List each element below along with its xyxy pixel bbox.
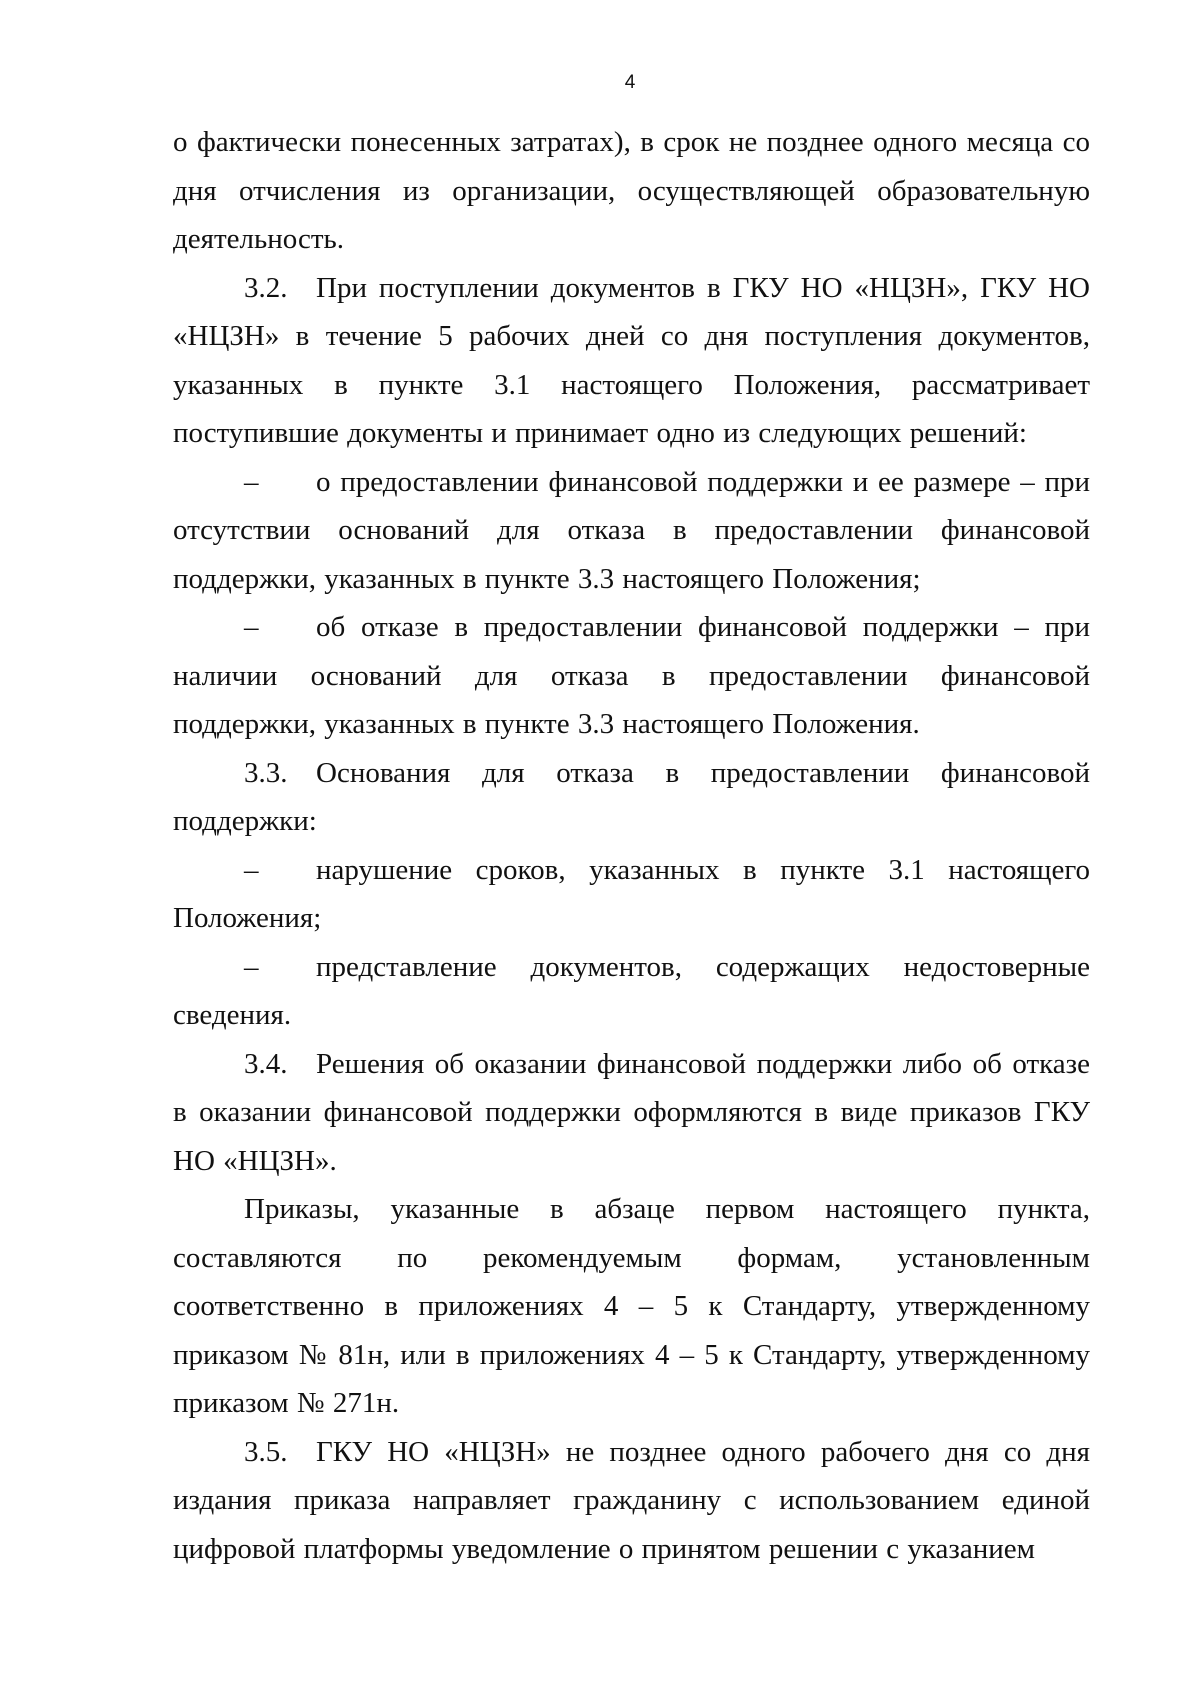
clause-number: 3.5. — [244, 1435, 288, 1468]
list-item — [173, 458, 1090, 604]
list-item — [173, 943, 1090, 1040]
paragraph-orders: Приказы, указанные в абзаце первом настоящего пункта, составляются по рекомендуемым формам, установленным соответственно в приложениях 4 – 5 к Стандарту, утвержденному приказом № 81н, или в приложениях 4 – 5 к Стандарту, утвержденному приказом № 271н. — [173, 1193, 1090, 1419]
list-item-text: об отказе в предоставлении финансовой поддержки – при наличии оснований для отказа в предоставлении финансовой поддержки, указанных в пункте 3.3 настоящего Положения. — [173, 611, 1090, 740]
dash-marker: – — [244, 950, 259, 983]
dash-marker: – — [244, 611, 259, 643]
list-item-text: о предоставлении финансовой поддержки и ее размере – при отсутствии оснований для отказа в предоставлении финансовой поддержки, указанных в пункте 3.3 настоящего Положения; — [173, 465, 1090, 595]
clause-number: 3.2. — [244, 271, 288, 304]
paragraph-text: ГКУ НО «НЦЗН» не позднее одного рабочего дня со дня издания приказа направляет гражданину с использованием единой цифровой платформы уведомление о принятом решении с указанием — [173, 1435, 1090, 1565]
clause-number: 3.3. — [244, 756, 288, 789]
list-item-text: нарушение сроков, указанных в пункте 3.1 настоящего Положения; — [173, 853, 1090, 934]
paragraph-3-2 — [173, 264, 1090, 458]
list-item — [173, 846, 1090, 943]
paragraph-3-4 — [173, 1040, 1090, 1186]
paragraph-text: Решения об оказании финансовой поддержки либо об отказе в оказании финансовой поддержки оформляются в виде приказов ГКУ НО «НЦЗН». — [173, 1047, 1090, 1177]
paragraph-text: Основания для отказа в предоставлении финансовой поддержки: — [173, 756, 1090, 837]
dash-marker: – — [244, 853, 259, 886]
paragraph-3-5 — [173, 1428, 1090, 1574]
paragraph-text: При поступлении документов в ГКУ НО «НЦЗН», ГКУ НО «НЦЗН» в течение 5 рабочих дней со дня поступления документов, указанных в пункте 3.1 настоящего Положения, рассматривает поступившие документы и принимает одно из следующих решений: — [173, 271, 1090, 449]
clause-number: 3.4. — [244, 1047, 288, 1080]
list-item — [173, 603, 1090, 749]
page-number: 4 — [624, 72, 636, 93]
document-body — [173, 118, 1090, 1573]
paragraph-continuation: о фактически понесенных затратах), в срок не позднее одного месяца со дня отчисления из организации, осуществляющей образовательную деятельность. — [173, 126, 1090, 255]
list-item-text: представление документов, содержащих недостоверные сведения. — [173, 950, 1090, 1031]
dash-marker: – — [244, 465, 259, 498]
paragraph-3-3 — [173, 749, 1090, 846]
